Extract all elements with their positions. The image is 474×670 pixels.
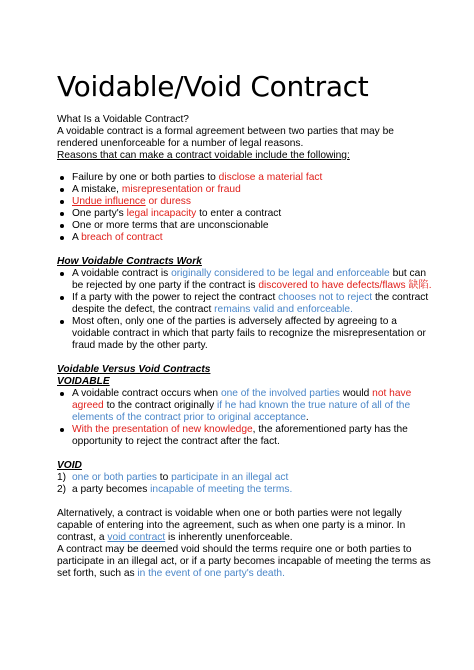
list-item: A breach of contract	[57, 232, 435, 244]
highlight: one or both parties	[72, 472, 157, 483]
highlight: discovered to have defects/flaws 缺陷.	[258, 280, 432, 291]
highlight: participate in an illegal act	[171, 472, 289, 483]
highlight: misrepresentation or fraud	[121, 184, 241, 195]
document-body	[57, 114, 435, 580]
highlight: remains valid and enforceable.	[214, 304, 353, 315]
list-item	[57, 196, 435, 208]
section-heading-how: How Voidable Contracts Work	[57, 256, 202, 267]
highlight: not have agreed	[72, 388, 412, 411]
spacer	[57, 448, 435, 460]
highlight: or duress	[145, 196, 191, 207]
spacer	[57, 162, 435, 172]
voidable-label: VOIDABLE	[57, 376, 110, 387]
reasons-heading: Reasons that can make a contract voidable include the following:	[57, 150, 350, 161]
item-number: 1)	[57, 472, 67, 483]
spacer	[57, 496, 435, 508]
list-item: A mistake, misrepresentation or fraud	[57, 184, 435, 196]
void-label: VOID	[57, 460, 82, 471]
highlight: in the event of one party's death.	[137, 568, 285, 579]
voidable-list	[57, 388, 435, 448]
list-item: One or more terms that are unconscionable	[57, 220, 435, 232]
list-item: One party's legal incapacity to enter a contract	[57, 208, 435, 220]
closing-paragraph: Alternatively, a contract is voidable when one or both parties were not legally capable of entering into the agreement, such as when one party is a minor. In contrast, a void contract is inherently unenforceable.	[57, 508, 406, 543]
highlight: incapable of meeting the terms.	[150, 484, 293, 495]
intro-definition: A voidable contract is a formal agreement between two parties that may be rendered unenforceable for a number of legal reasons.	[57, 126, 394, 149]
highlight: legal incapacity	[126, 208, 197, 219]
list-item: Failure by one or both parties to disclose a material fact	[57, 172, 435, 184]
spacer	[57, 352, 435, 364]
numbered-item: 1) one or both parties to participate in an illegal act	[57, 472, 289, 483]
highlight: if he had known the true nature of all of the elements of the contract prior to original acceptance	[72, 400, 411, 423]
list-item: A voidable contract is originally considered to be legal and enforceable but can be rejected by one party if the contract is discovered to have defects/flaws 缺陷.	[57, 268, 435, 292]
reasons-list	[57, 172, 435, 244]
item-number: 2)	[57, 484, 67, 495]
document-title: Voidable/Void Contract	[57, 70, 369, 103]
list-item: Most often, only one of the parties is adversely affected by agreeing to a voidable contract in which that party fails to recognize the misrepresentation or fraud made by the other party.	[57, 316, 435, 352]
spacer	[57, 244, 435, 256]
highlight: chooses not to reject	[278, 292, 373, 303]
highlight: disclose a material fact	[218, 172, 323, 183]
list-item: With the presentation of new knowledge, the aforementioned party has the opportunity to reject the contract after the fact.	[57, 424, 435, 448]
list-item: A voidable contract occurs when one of the involved parties would not have agreed to the contract originally if he had known the true nature of all of the elements of the contract prior to original acceptance.	[57, 388, 435, 424]
highlight: originally considered to be legal and enforceable	[171, 268, 390, 279]
highlight: Undue influence	[72, 196, 146, 207]
section-heading-versus: Voidable Versus Void Contracts	[57, 364, 211, 375]
highlight: void contract	[107, 532, 166, 543]
highlight: one of the involved parties	[220, 388, 340, 399]
highlight: With the presentation of new knowledge	[72, 424, 253, 435]
how-list	[57, 268, 435, 352]
closing-paragraph: A contract may be deemed void should the terms require one or both parties to participate in an illegal act, or if a party becomes incapable of meeting the terms as set forth, such as in the event of one party's death.	[57, 544, 431, 579]
intro-question: What Is a Voidable Contract?	[57, 114, 189, 125]
numbered-item: 2) a party becomes incapable of meeting the terms.	[57, 484, 293, 495]
highlight: breach of contract	[81, 232, 163, 243]
list-item: If a party with the power to reject the contract chooses not to reject the contract despite the defect, the contract remains valid and enforceable.	[57, 292, 435, 316]
